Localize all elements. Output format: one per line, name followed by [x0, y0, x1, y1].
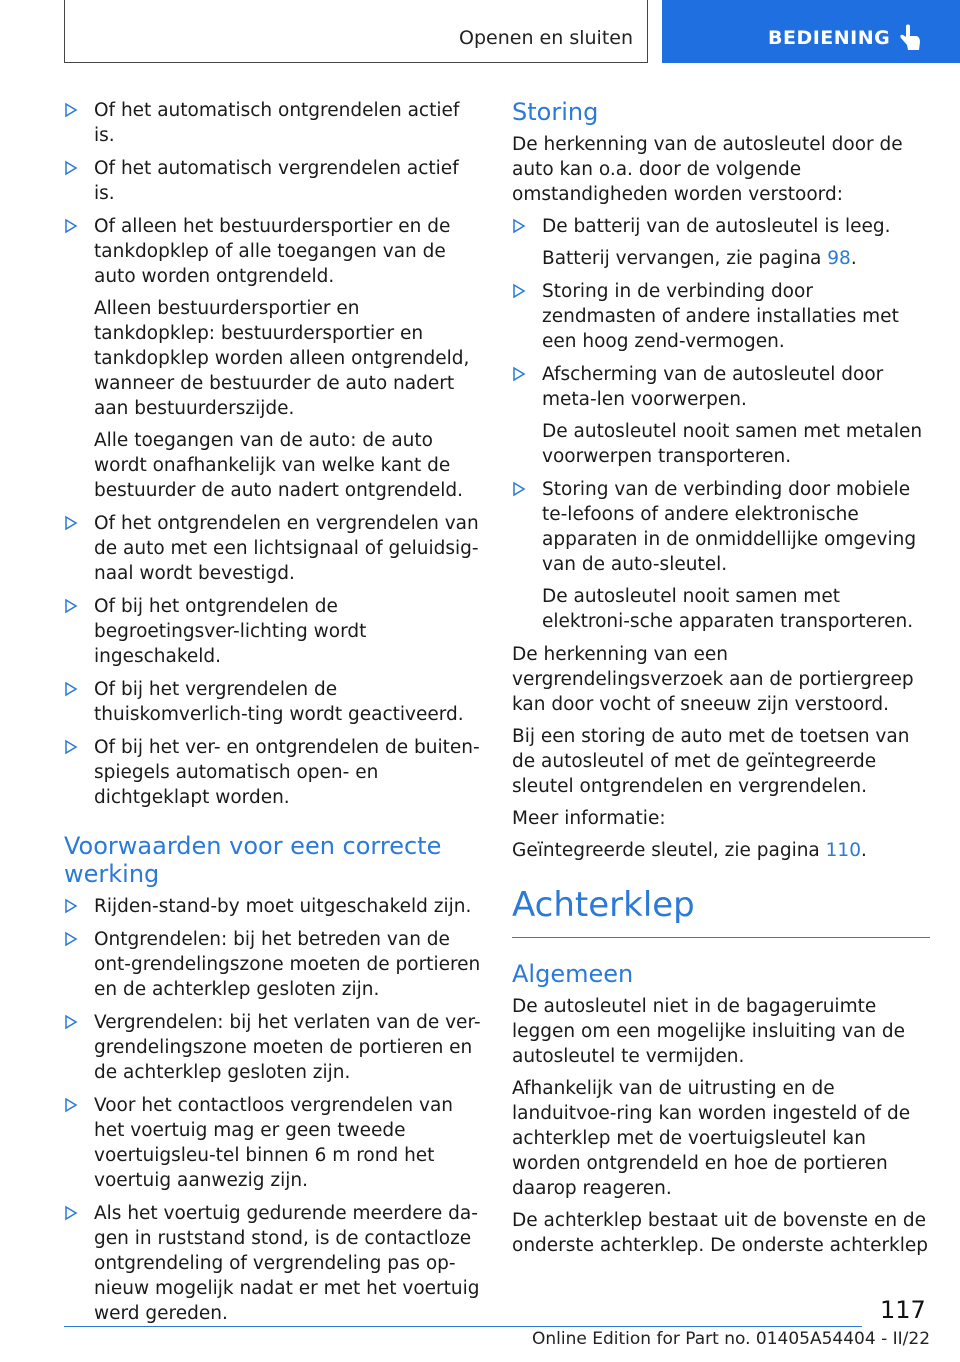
triangle-bullet-icon — [64, 1205, 78, 1221]
header-section-title: Openen en sluiten — [459, 27, 633, 49]
triangle-bullet-icon — [64, 1097, 78, 1113]
list-item: Storing in de verbinding door zendmasten of andere installaties met een hoog zend-vermogen. — [512, 279, 930, 354]
section-heading-algemeen: Algemeen — [512, 960, 634, 988]
list-item: Vergrendelen: bij het verlaten van de ver-grendelingszone moeten de portieren en de achterklep gesloten zijn. — [64, 1010, 482, 1085]
triangle-bullet-icon — [64, 739, 78, 755]
list-item: De batterij van de autosleutel is leeg. Batterij vervangen, zie pagina 98. — [512, 214, 930, 271]
triangle-bullet-icon — [64, 898, 78, 914]
triangle-bullet-icon — [512, 283, 526, 299]
paragraph: De herkenning van de autosleutel door de auto kan o.a. door de volgende omstandigheden worden verstoord: — [512, 134, 903, 205]
header-chapter-title: BEDIENING — [768, 27, 891, 49]
list-item: Of bij het ontgrendelen de begroetingsver-lichting wordt ingeschakeld. — [64, 594, 482, 669]
settings-list — [64, 98, 482, 810]
list-item: Afscherming van de autosleutel door meta-len voorwerpen. De autosleutel nooit samen met metalen voorwerpen transporteren. — [512, 362, 930, 469]
triangle-bullet-icon — [64, 1014, 78, 1030]
list-item: Of het automatisch ontgrendelen actief is. — [64, 98, 482, 148]
chapter-heading-achterklep: Achterklep — [512, 885, 930, 938]
triangle-bullet-icon — [64, 102, 78, 118]
triangle-bullet-icon — [512, 218, 526, 234]
list-item: Rijden-stand-by moet uitgeschakeld zijn. — [64, 894, 482, 919]
triangle-bullet-icon — [64, 160, 78, 176]
triangle-bullet-icon — [64, 931, 78, 947]
right-column — [512, 98, 930, 1265]
page-link-110[interactable]: 110 — [825, 840, 861, 861]
footer-edition: Online Edition for Part no. 01405A54404 - II/22 — [532, 1329, 931, 1349]
list-item: Of alleen het bestuurdersportier en de tankdopklep of alle toegangen van de auto worden ontgrendeld. Alleen bestuurdersportier en tankdopklep: bestuurdersportier en tankdopklep worden alleen ontgrendeld, wanneer de bestuurder de auto nadert aan bestuurderszijde. Alle toegangen van de auto: de auto wordt onafhankelijk van welke kant de bestuurder de auto nadert ontgrendeld. — [64, 214, 482, 503]
triangle-bullet-icon — [64, 598, 78, 614]
paragraph: Afhankelijk van de uitrusting en de landuitvoe-ring kan worden ingesteld of de achterklep met de voertuigsleutel kan worden ontgrendeld en hoe de portieren daarop reageren. — [512, 1078, 911, 1199]
list-item: Of het ontgrendelen en vergrendelen van de auto met een lichtsignaal of geluidsig-naal wordt bevestigd. — [64, 511, 482, 586]
list-item: Of bij het vergrendelen de thuiskomverlich-ting wordt geactiveerd. — [64, 677, 482, 727]
triangle-bullet-icon — [512, 366, 526, 382]
triangle-bullet-icon — [512, 481, 526, 497]
list-item: Als het voertuig gedurende meerdere da-gen in ruststand stond, is de contactloze ontgrendeling of vergrendeling pas op-nieuw mogelijk nadat er met het voertuig werd gereden. — [64, 1201, 482, 1326]
hand-pointer-icon — [898, 24, 922, 52]
left-column — [64, 98, 482, 1334]
page-link-98[interactable]: 98 — [827, 248, 851, 269]
list-item: Of bij het ver- en ontgrendelen de buiten-spiegels automatisch open- en dichtgeklapt worden. — [64, 735, 482, 810]
paragraph: Bij een storing de auto met de toetsen van de autosleutel of met de geïntegreerde sleutel ontgrendelen en vergrendelen. — [512, 726, 910, 797]
paragraph: De herkenning van een vergrendelingsverzoek aan de portiergreep kan door vocht of sneeuw zijn verstoord. — [512, 644, 914, 715]
header-chapter-box — [662, 0, 960, 63]
list-item: Of het automatisch vergrendelen actief is. — [64, 156, 482, 206]
triangle-bullet-icon — [64, 218, 78, 234]
malfunction-list — [512, 214, 930, 634]
conditions-list — [64, 894, 482, 1326]
paragraph: Geïntegreerde sleutel, zie pagina 110. — [512, 840, 867, 861]
paragraph: Meer informatie: — [512, 808, 666, 829]
list-item: Storing van de verbinding door mobiele te-lefoons of andere elektronische apparaten in de onmiddellijke omgeving van de auto-sleutel. De autosleutel nooit samen met elektroni-sche apparaten transporteren. — [512, 477, 930, 634]
list-item: Voor het contactloos vergrendelen van het voertuig mag er geen tweede voertuigsleu-tel binnen 6 m rond het voertuig aanwezig zijn. — [64, 1093, 482, 1193]
paragraph: De autosleutel niet in de bagageruimte leggen om een mogelijke insluiting van de autosleutel te vermijden. — [512, 996, 906, 1067]
triangle-bullet-icon — [64, 681, 78, 697]
page-number: 117 — [880, 1296, 926, 1324]
header-section-box — [64, 0, 648, 63]
section-heading-voorwaarden: Voorwaarden voor een correcte werking — [64, 832, 442, 888]
triangle-bullet-icon — [64, 515, 78, 531]
section-heading-storing: Storing — [512, 98, 599, 126]
paragraph: De achterklep bestaat uit de bovenste en de onderste achterklep. De onderste achterklep — [512, 1210, 929, 1256]
footer-divider — [64, 1326, 862, 1327]
list-item: Ontgrendelen: bij het betreden van de ont-grendelingszone moeten de portieren en de achterklep gesloten zijn. — [64, 927, 482, 1002]
